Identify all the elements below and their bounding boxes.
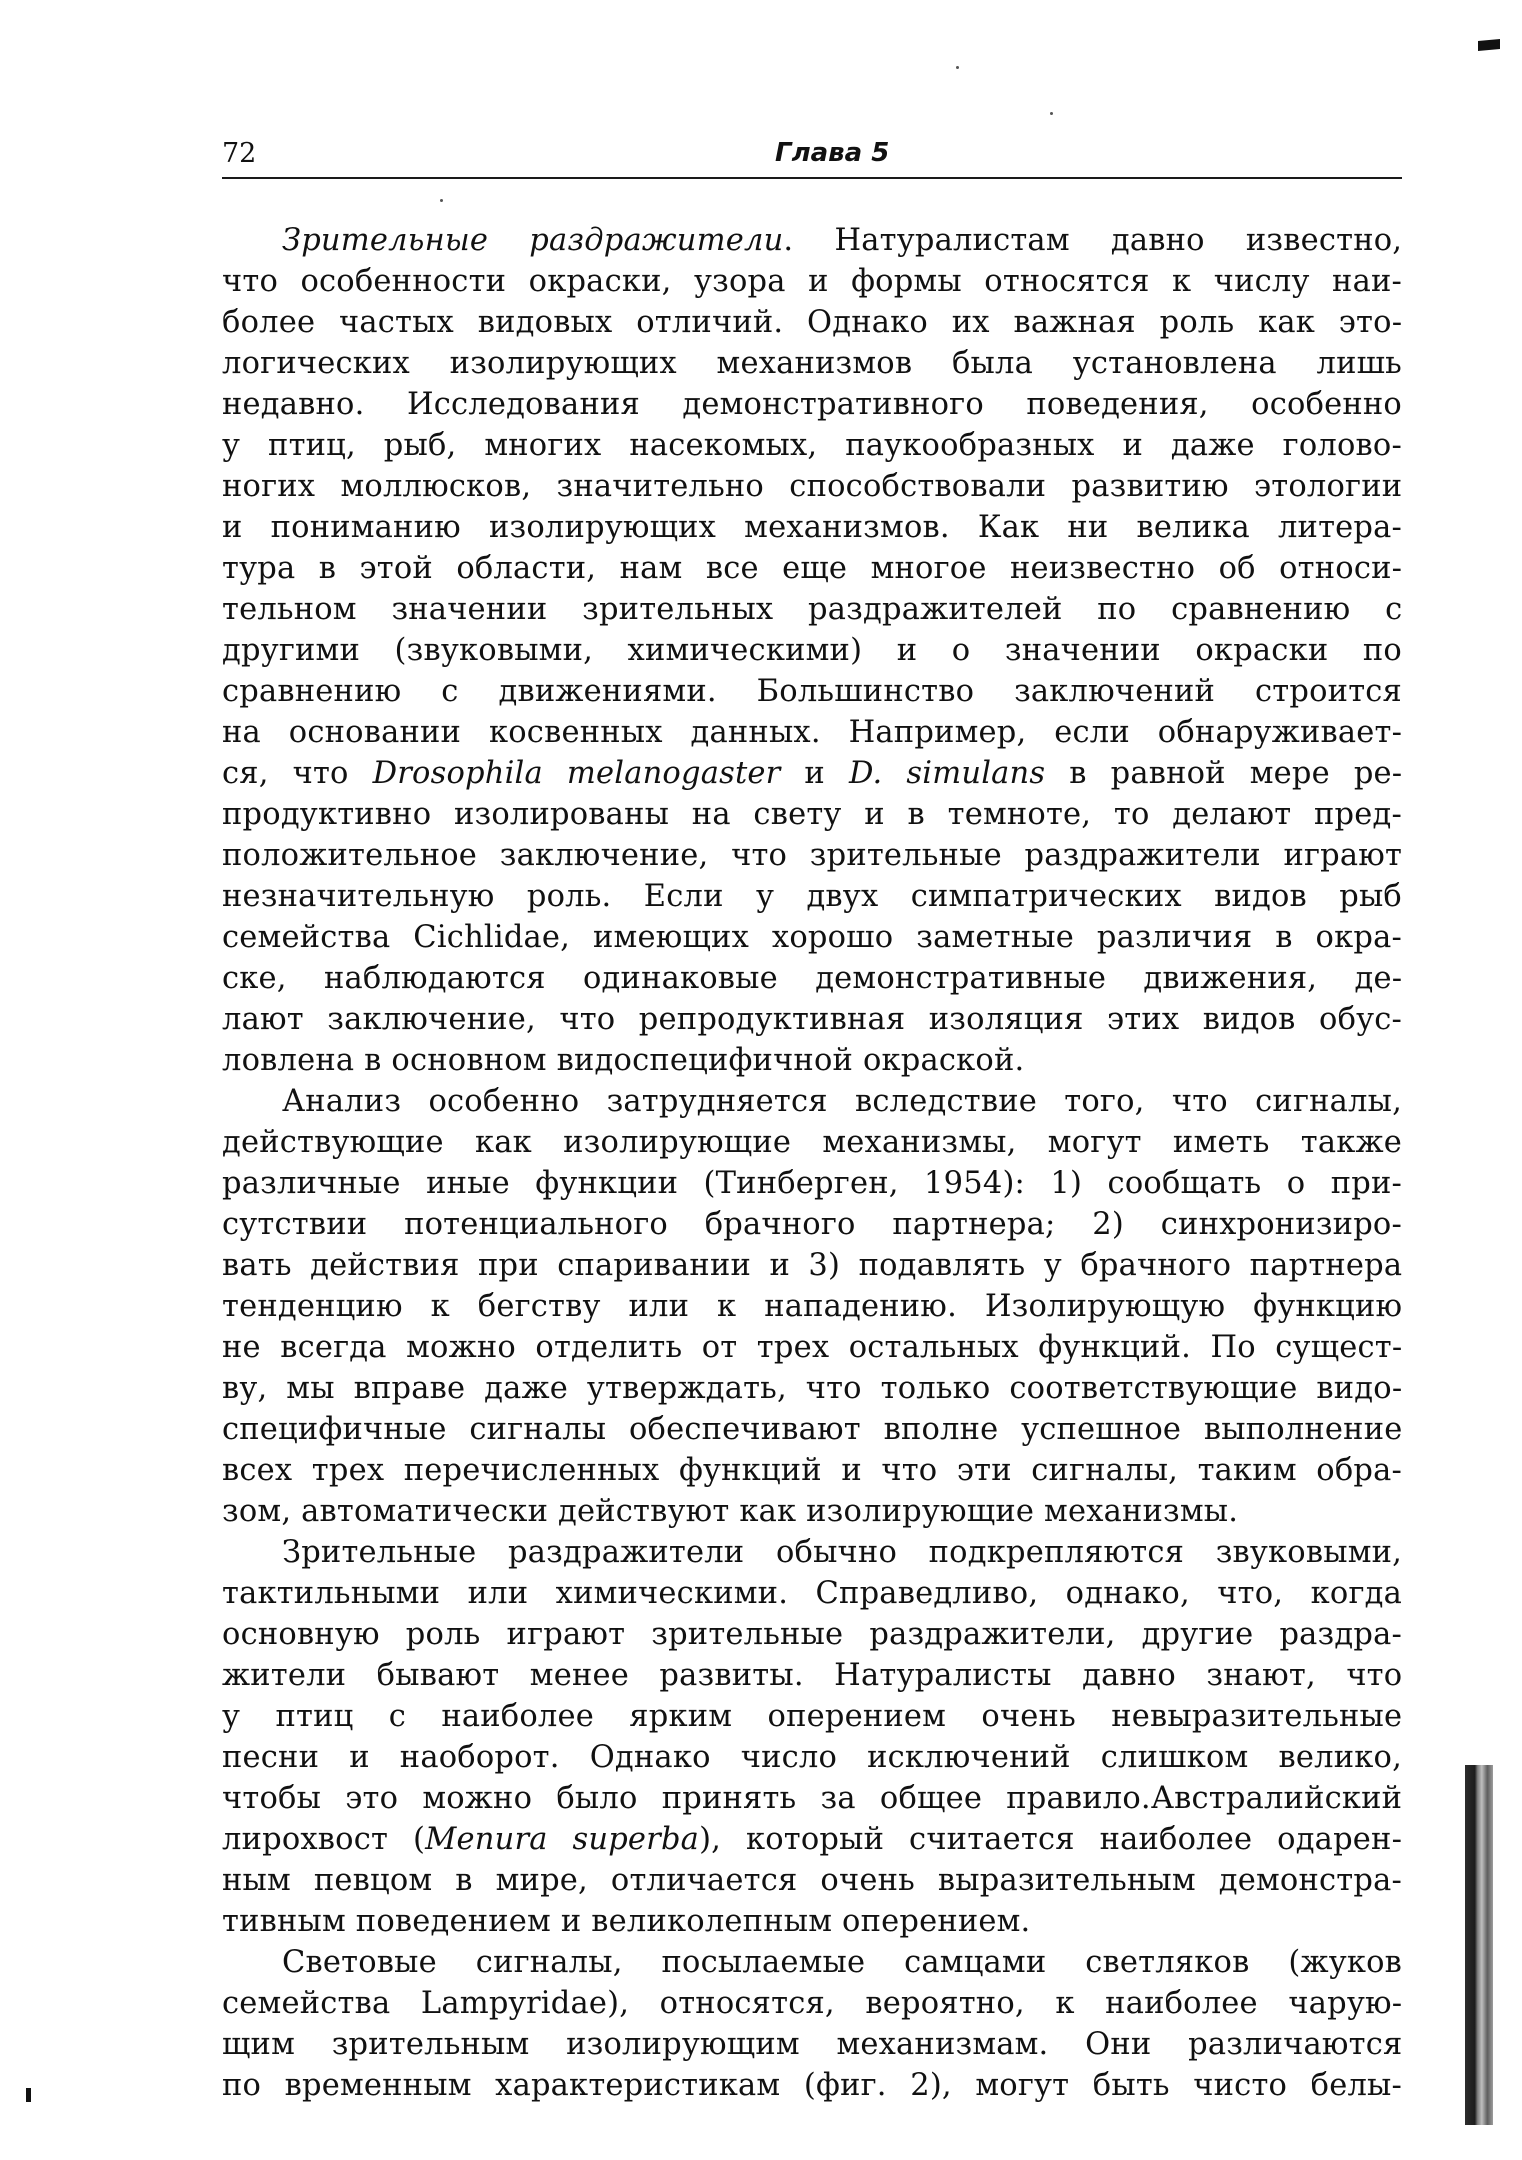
paragraph: [222, 220, 1402, 1081]
paragraph: [222, 1532, 1402, 1942]
text-line: [222, 1450, 1402, 1491]
text-segment: Анализ особенно затрудняется вследствие того, что сигналы,: [282, 1084, 1402, 1119]
text-line: [222, 1983, 1402, 2024]
text-line: [222, 507, 1402, 548]
text-line: [222, 1368, 1402, 1409]
text-segment: ву, мы вправе даже утверждать, что только соответствующие видо-: [222, 1371, 1403, 1406]
text-segment: семейства Cichlidae, имеющих хорошо заметные различия в окра-: [222, 920, 1402, 955]
text-line: [222, 917, 1402, 958]
text-segment: сутствии потенциального брачного партнера; 2) синхронизиро-: [222, 1207, 1402, 1242]
paragraph: [222, 1942, 1402, 2106]
text-segment: основную роль играют зрительные раздражители, другие раздра-: [222, 1617, 1402, 1652]
text-segment: всех трех перечисленных функций и что эти сигналы, таким обра-: [222, 1453, 1402, 1488]
text-line: [222, 302, 1402, 343]
text-line: [222, 876, 1402, 917]
text-segment: продуктивно изолированы на свету и в темноте, то делают пред-: [222, 797, 1402, 832]
text-line: [222, 2065, 1402, 2106]
text-segment: лирохвост (: [222, 1822, 426, 1857]
text-line: [222, 1778, 1402, 1819]
text-line: [222, 1532, 1402, 1573]
text-segment: специфичные сигналы обеспечивают вполне успешное выполнение: [222, 1412, 1403, 1447]
text-segment: ловлена в основном видоспецифичной окраской.: [222, 1043, 1025, 1078]
italic-text: Drosophila melanogaster: [372, 756, 781, 791]
text-line: [222, 630, 1402, 671]
text-segment: вать действия при спаривании и 3) подавлять у брачного партнера: [222, 1248, 1403, 1283]
text-line: [222, 712, 1402, 753]
text-segment: щим зрительным изолирующим механизмам. Они различаются: [222, 2027, 1403, 2062]
text-segment: Световые сигналы, посылаемые самцами светляков (жуков: [282, 1945, 1403, 1980]
running-head: [222, 138, 1402, 174]
text-segment: у птиц, рыб, многих насекомых, паукообразных и даже голово-: [222, 428, 1402, 463]
text-line: [222, 999, 1402, 1040]
text-segment: в равной мере ре-: [1045, 756, 1403, 791]
text-line: [222, 1081, 1402, 1122]
text-line: [222, 1696, 1402, 1737]
text-line: [222, 753, 1402, 794]
text-line: [222, 2024, 1402, 2065]
text-line: [222, 1245, 1402, 1286]
text-segment: другими (звуковыми, химическими) и о значении окраски по: [222, 633, 1402, 668]
text-segment: ся, что: [222, 756, 373, 791]
text-line: [222, 425, 1402, 466]
text-line: [222, 1491, 1402, 1532]
text-segment: что особенности окраски, узора и формы относятся к числу наи-: [222, 264, 1402, 299]
text-segment: на основании косвенных данных. Например, если обнаруживает-: [222, 715, 1403, 750]
paragraph: [222, 1081, 1402, 1532]
text-segment: недавно. Исследования демонстративного поведения, особенно: [222, 387, 1402, 422]
body-text: [222, 220, 1402, 2106]
text-line: [222, 1409, 1402, 1450]
page-number: 72: [222, 138, 257, 169]
text-line: [222, 1204, 1402, 1245]
text-segment: тивным поведением и великолепным оперением.: [222, 1904, 1031, 1939]
text-segment: ным певцом в мире, отличается очень выразительным демонстра-: [222, 1863, 1402, 1898]
text-line: [222, 958, 1402, 999]
text-segment: и: [780, 756, 849, 791]
text-line: [222, 589, 1402, 630]
text-line: [222, 1942, 1402, 1983]
text-line: [222, 384, 1402, 425]
text-segment: незначительную роль. Если у двух симпатрических видов рыб: [222, 879, 1402, 914]
text-segment: действующие как изолирующие механизмы, могут иметь также: [222, 1125, 1402, 1160]
text-segment: и пониманию изолирующих механизмов. Как ни велика литера-: [222, 510, 1402, 545]
text-segment: не всегда можно отделить от трех остальных функций. По сущест-: [222, 1330, 1403, 1365]
italic-text: Menura superba: [425, 1822, 700, 1857]
text-segment: логических изолирующих механизмов была установлена лишь: [222, 346, 1402, 381]
header-rule: [222, 177, 1402, 179]
text-segment: зом, автоматически действуют как изолирующие механизмы.: [222, 1494, 1239, 1529]
text-line: [222, 835, 1402, 876]
text-segment: по временным характеристикам (фиг. 2), могут быть чисто белы-: [222, 2068, 1402, 2103]
text-line: [222, 261, 1402, 302]
text-segment: положительное заключение, что зрительные раздражители играют: [222, 838, 1403, 873]
text-segment: тактильными или химическими. Справедливо, однако, что, когда: [222, 1576, 1402, 1611]
text-line: [222, 1573, 1402, 1614]
text-segment: тельном значении зрительных раздражителей по сравнению с: [222, 592, 1403, 627]
text-line: [222, 794, 1402, 835]
italic-text: D. simulans: [848, 756, 1046, 791]
text-segment: ногих моллюсков, значительно способствовали развитию этологии: [222, 469, 1403, 504]
scan-dust-dot: [440, 199, 443, 202]
text-line: [222, 671, 1402, 712]
text-line: [222, 1286, 1402, 1327]
chapter-title: Глава 5: [775, 138, 890, 168]
italic-text: Зрительные раздражители: [282, 223, 784, 258]
text-line: [222, 343, 1402, 384]
scan-edge-artifact: [1465, 1765, 1493, 2125]
text-segment: чтобы это можно было принять за общее правило.Австралийский: [222, 1781, 1403, 1816]
text-segment: лают заключение, что репродуктивная изоляция этих видов обус-: [222, 1002, 1403, 1037]
text-segment: более частых видовых отличий. Однако их важная роль как это-: [222, 305, 1403, 340]
text-line: [222, 1737, 1402, 1778]
text-line: [222, 1614, 1402, 1655]
text-line: [222, 1860, 1402, 1901]
text-segment: тура в этой области, нам все еще многое неизвестно об относи-: [222, 551, 1403, 586]
text-line: [222, 466, 1402, 507]
text-segment: жители бывают менее развиты. Натуралисты давно знают, что: [222, 1658, 1403, 1693]
text-line: [222, 220, 1402, 261]
text-segment: различные иные функции (Тинберген, 1954): 1) сообщать о при-: [222, 1166, 1402, 1201]
text-segment: семейства Lampyridae), относятся, вероятно, к наиболее чарую-: [222, 1986, 1403, 2021]
text-segment: у птиц с наиболее ярким оперением очень невыразительные: [222, 1699, 1403, 1734]
text-segment: песни и наоборот. Однако число исключений слишком велико,: [222, 1740, 1402, 1775]
scan-artifact-mark: [26, 2088, 31, 2102]
text-line: [222, 548, 1402, 589]
text-line: [222, 1901, 1402, 1942]
text-segment: . Натуралистам давно известно,: [783, 223, 1403, 258]
text-line: [222, 1163, 1402, 1204]
text-segment: ске, наблюдаются одинаковые демонстративные движения, де-: [222, 961, 1403, 996]
text-segment: тенденцию к бегству или к нападению. Изолирующую функцию: [222, 1289, 1403, 1324]
scan-dust-dot: [1050, 112, 1053, 115]
scan-dust-dot: [956, 66, 959, 69]
text-segment: ), который считается наиболее одарен-: [699, 1822, 1403, 1857]
text-line: [222, 1819, 1402, 1860]
text-line: [222, 1040, 1402, 1081]
text-segment: сравнению с движениями. Большинство заключений строится: [222, 674, 1402, 709]
text-line: [222, 1655, 1402, 1696]
scan-artifact-mark: [1478, 39, 1500, 51]
text-line: [222, 1327, 1402, 1368]
text-segment: Зрительные раздражители обычно подкрепляются звуковыми,: [282, 1535, 1403, 1570]
text-line: [222, 1122, 1402, 1163]
